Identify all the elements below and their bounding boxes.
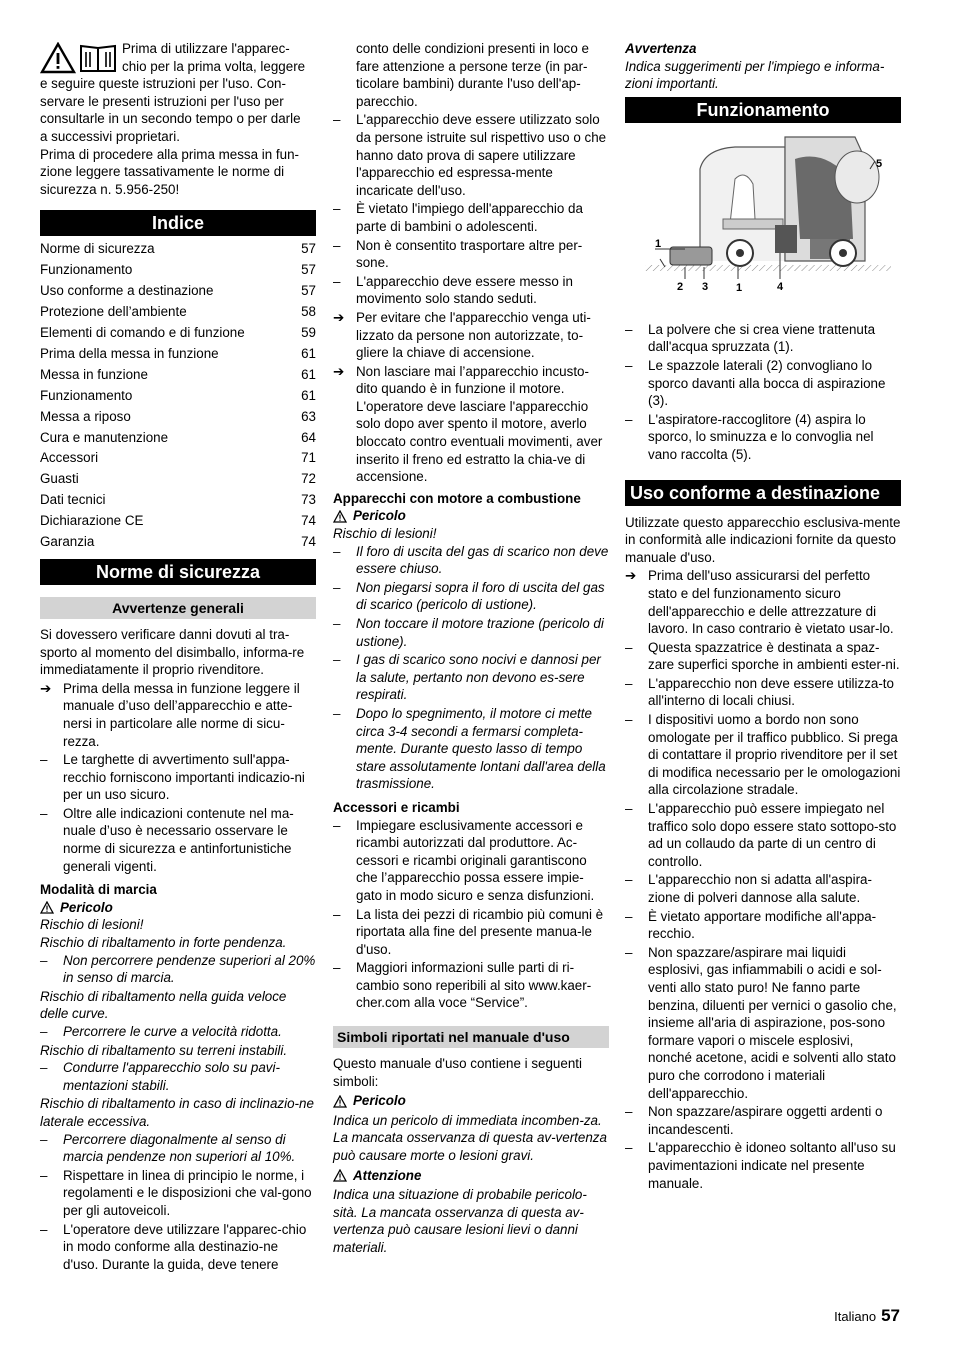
list-item-text: Non piegarsi sopra il foro di uscita del gas di scarico (pericolo di ustione). bbox=[356, 579, 605, 613]
list-item bbox=[625, 711, 901, 799]
danger-symbol-text: Indica un pericolo di immediata incomben-za. La mancata osservanza di questa av-vertenza può causare morte o lesioni gravi. bbox=[333, 1112, 607, 1164]
note-text: Indica suggerimenti per l'impiego e informa-zioni importanti. bbox=[625, 58, 885, 92]
function-figure bbox=[625, 129, 901, 311]
list-marker: – bbox=[333, 237, 341, 253]
driving-rules-list bbox=[40, 1167, 316, 1274]
intro-line: chio per la prima volta, leggere bbox=[122, 58, 306, 74]
list-item bbox=[625, 639, 901, 674]
risk-text: Rischio di ribaltamento nella guida veloce delle curve. bbox=[40, 988, 287, 1022]
list-item-text: È vietato apportare modifiche all'appa-recchio. bbox=[648, 908, 877, 942]
caution-symbol bbox=[333, 1167, 609, 1185]
toc-page: 61 bbox=[301, 387, 316, 403]
list-marker: – bbox=[40, 1167, 48, 1183]
injury-risk-text: Rischio di lesioni! bbox=[333, 526, 437, 542]
list-item-text: Rispettare in linea di principio le norme, i regolamenti e le disposizioni che val-gono per gli autoveicoli. bbox=[63, 1167, 312, 1218]
list-item-text: Percorrere diagonalmente al senso di marcia pendenze non superiori al 10%. bbox=[63, 1131, 296, 1165]
list-item-text: Questa spazzatrice è destinata a spaz-zare superfici sporche in ambienti ester-ni. bbox=[648, 639, 900, 673]
list-item bbox=[333, 273, 609, 308]
toc-entry: Garanzia bbox=[40, 534, 95, 550]
manual-book-icon bbox=[78, 42, 118, 74]
toc-entry: Cura e manutenzione bbox=[40, 429, 169, 445]
warning-triangle-icon bbox=[40, 42, 76, 74]
list-item-text: La lista dei pezzi di ricambio più comuni è riportata alla fine del presente manua-le d'uso. bbox=[356, 906, 604, 957]
list-marker: – bbox=[625, 411, 633, 427]
list-marker: – bbox=[333, 616, 341, 631]
risk-text: Rischio di ribaltamento su terreni instabili. bbox=[40, 1042, 288, 1058]
toc-entry: Uso conforme a destinazione bbox=[40, 283, 214, 299]
warning-triangle-icon bbox=[333, 1169, 347, 1182]
list-marker: ➔ bbox=[40, 680, 52, 696]
danger-label: Pericolo bbox=[353, 508, 406, 524]
warning-triangle-icon bbox=[40, 901, 54, 914]
toc-entry: Funzionamento bbox=[40, 262, 133, 278]
list-marker: – bbox=[333, 705, 341, 721]
list-marker: ➔ bbox=[625, 568, 637, 584]
list-item bbox=[333, 543, 609, 578]
list-item bbox=[40, 1221, 316, 1274]
symbols-heading: Simboli riportati nel manuale d'uso bbox=[333, 1026, 609, 1048]
intro-line: a successivi proprietari. bbox=[40, 128, 180, 144]
list-marker: – bbox=[40, 1060, 48, 1076]
toc-row[interactable] bbox=[40, 344, 316, 365]
toc-page: 58 bbox=[301, 304, 316, 320]
intro-line: consultarle in un secondo tempo o per darle bbox=[40, 111, 301, 127]
combustion-risks-list bbox=[333, 543, 609, 793]
toc-row[interactable] bbox=[40, 239, 316, 260]
intro-line: zione leggere tassativamente le norme di bbox=[40, 164, 285, 180]
list-item bbox=[333, 579, 609, 614]
list-marker: ➔ bbox=[333, 363, 345, 379]
table-of-contents bbox=[40, 239, 316, 553]
intro-line: servare le presenti istruzioni per l'uso per bbox=[40, 93, 284, 109]
figure-label: 1 bbox=[736, 281, 743, 294]
list-item-text: Non percorrere pendenze superiori al 20% in senso di marcia. bbox=[63, 952, 316, 986]
list-item-text: Non toccare il motore trazione (pericolo di ustione). bbox=[356, 616, 604, 649]
list-item bbox=[625, 800, 901, 870]
toc-page: 61 bbox=[301, 366, 316, 382]
list-item bbox=[625, 1103, 901, 1138]
list-item-text: È vietato l'impiego dell'apparecchio da parte di bambini o adolescenti. bbox=[356, 201, 583, 234]
list-marker: – bbox=[40, 752, 48, 768]
page-footer bbox=[834, 1307, 900, 1326]
list-item-text: Oltre alle indicazioni contenute nel ma-nuale d’uso è necessario osservare le norme di sicurezza e antinfortunistiche generali vigenti. bbox=[63, 805, 294, 874]
list-item bbox=[333, 906, 609, 959]
toc-row[interactable] bbox=[40, 428, 316, 449]
column-1 bbox=[40, 40, 316, 1274]
list-item-text: La polvere che si crea viene trattenuta dall'acqua spruzzata (1). bbox=[648, 321, 876, 355]
list-item-text: Il foro di uscita del gas di scarico non deve essere chiuso. bbox=[356, 543, 609, 577]
toc-page: 57 bbox=[301, 262, 316, 278]
list-item bbox=[333, 40, 609, 110]
toc-entry: Dichiarazione CE bbox=[40, 513, 144, 529]
list-item bbox=[333, 309, 609, 362]
list-item-text: conto delle condizioni presenti in loco e fare attenzione a persone terze (in par-ticolare bambini) durante l'uso dell'ap-parecchio. bbox=[356, 41, 589, 109]
toc-entry: Norme di sicurezza bbox=[40, 241, 155, 257]
list-marker: – bbox=[333, 273, 341, 289]
list-marker: – bbox=[625, 908, 633, 924]
list-marker: – bbox=[40, 1221, 48, 1237]
warning-triangle-icon bbox=[333, 510, 347, 523]
sweeper-diagram bbox=[625, 129, 901, 311]
list-item-text: Le spazzole laterali (2) convogliano lo sporco davanti alla bocca di aspirazione (3). bbox=[648, 357, 886, 409]
list-marker: – bbox=[625, 1104, 633, 1120]
figure-label: 4 bbox=[777, 280, 784, 293]
toc-row[interactable] bbox=[40, 532, 316, 553]
list-item-text: Prima della messa in funzione leggere il manuale d’uso dell’apparecchio e atte-nersi in particolare alle norme di sicu-rezza. bbox=[63, 680, 300, 749]
function-heading: Funzionamento bbox=[625, 97, 901, 123]
list-item-text: I gas di scarico sono nocivi e dannosi per la salute, pertanto non devono es-sere respirati. bbox=[356, 652, 601, 703]
list-item bbox=[333, 705, 609, 793]
list-marker: ➔ bbox=[333, 309, 345, 325]
list-item-text: L'apparecchio deve essere messo in movimento solo stando seduti. bbox=[356, 273, 573, 307]
list-item bbox=[40, 952, 316, 987]
toc-entry: Accessori bbox=[40, 450, 99, 466]
page-number: 57 bbox=[881, 1306, 900, 1325]
intro-block bbox=[40, 40, 316, 198]
general-warnings-text: Si dovessero verificare danni dovuti al tra-sporto al momento del disimballo, informa-re immediatamente il proprio rivenditore. bbox=[40, 626, 305, 678]
toc-entry: Messa in funzione bbox=[40, 366, 148, 382]
list-item bbox=[625, 944, 901, 1102]
list-item bbox=[333, 959, 609, 1012]
index-heading: Indice bbox=[40, 210, 316, 236]
list-item bbox=[625, 1139, 901, 1192]
list-item bbox=[625, 321, 901, 356]
list-item bbox=[40, 1059, 316, 1094]
danger-symbol bbox=[333, 1092, 609, 1110]
toc-row[interactable] bbox=[40, 407, 316, 428]
driving-heading: Modalità di marcia bbox=[40, 882, 157, 898]
list-item-text: Percorrere le curve a velocità ridotta. bbox=[63, 1024, 282, 1039]
list-marker: – bbox=[625, 944, 633, 960]
accessories-list bbox=[333, 817, 609, 1013]
toc-row[interactable] bbox=[40, 302, 316, 323]
intro-line: Prima di utilizzare l'apparec- bbox=[122, 41, 290, 56]
list-item bbox=[40, 1167, 316, 1220]
list-marker: – bbox=[333, 201, 341, 217]
list-marker: – bbox=[625, 639, 633, 655]
warning-manual-icons bbox=[40, 42, 118, 74]
list-marker: – bbox=[625, 712, 633, 728]
list-item-text: Dopo lo spegnimento, il motore ci mette circa 3-4 secondi a fermarsi completa-mente. Durante questo lasso di tempo stare assolutamente lontani dall'area della trasmissione. bbox=[356, 705, 606, 792]
list-item bbox=[625, 675, 901, 710]
list-item bbox=[625, 357, 901, 410]
toc-row[interactable] bbox=[40, 365, 316, 386]
list-item-text: L'apparecchio non si adatta all'aspira-zione di polveri dannose alla salute. bbox=[648, 872, 872, 905]
list-item bbox=[333, 817, 609, 905]
toc-row[interactable] bbox=[40, 469, 316, 490]
danger-symbol-label: Pericolo bbox=[353, 1093, 406, 1109]
toc-page: 63 bbox=[301, 408, 316, 424]
list-marker: – bbox=[625, 675, 633, 691]
list-item bbox=[40, 1023, 316, 1041]
list-item-text: L'operatore deve utilizzare l'apparec-chio in modo conforme alla destinazio-ne d'uso. Durante la guida, deve tenere bbox=[63, 1221, 307, 1272]
list-marker: – bbox=[333, 543, 341, 559]
list-item-text: Condurre l'apparecchio solo su pavi-mentazioni stabili. bbox=[63, 1060, 280, 1093]
toc-row[interactable] bbox=[40, 448, 316, 469]
list-marker: – bbox=[333, 960, 341, 976]
toc-page: 72 bbox=[301, 471, 316, 487]
list-marker: – bbox=[333, 579, 341, 595]
toc-page: 57 bbox=[301, 283, 316, 299]
list-item bbox=[625, 411, 901, 464]
intro-line: Prima di procedere alla prima messa in fun- bbox=[40, 146, 299, 162]
list-marker: – bbox=[40, 1024, 48, 1039]
figure-label: 1 bbox=[655, 237, 662, 250]
caution-symbol-label: Attenzione bbox=[353, 1167, 422, 1183]
list-item-text: Non lasciare mai l’apparecchio incusto-dito quando è in funzione il motore. L'operatore deve lasciare l'apparecchio solo dopo aver spento il motore, averlo bloccato contro eventuali movimenti, aver inserito il freno ed estratto la chia-ve di accensione. bbox=[356, 363, 603, 485]
column-3 bbox=[625, 40, 901, 1193]
function-list bbox=[625, 321, 901, 464]
list-item-text: L'aspiratore-raccoglitore (4) aspira lo sporco, lo sminuzza e lo convoglia nel vano raccolta (5). bbox=[648, 411, 874, 462]
list-marker: – bbox=[333, 112, 341, 128]
list-item bbox=[333, 651, 609, 704]
list-item-text: L'apparecchio deve essere utilizzato solo da persone istruite sul rispettivo uso o che hanno dato prova di sapere utilizzare l'apparecchio ed espressa-mente incaricate dell'uso. bbox=[356, 112, 607, 198]
list-marker: – bbox=[333, 652, 341, 668]
list-marker: – bbox=[625, 357, 633, 373]
toc-row[interactable] bbox=[40, 490, 316, 511]
list-marker: – bbox=[40, 1131, 48, 1147]
list-marker: – bbox=[625, 801, 633, 817]
toc-entry: Prima della messa in funzione bbox=[40, 345, 219, 361]
general-warnings-list bbox=[40, 680, 316, 876]
symbols-text: Questo manuale d'uso contiene i seguenti simboli: bbox=[333, 1056, 582, 1089]
list-item-text: Per evitare che l'apparecchio venga uti-lizzato da persone non autorizzate, to-gliere la chiave di accensione. bbox=[356, 309, 591, 361]
list-marker: – bbox=[625, 872, 633, 888]
toc-page: 61 bbox=[301, 345, 316, 361]
warning-triangle-icon bbox=[333, 1095, 347, 1108]
list-marker: – bbox=[625, 321, 633, 337]
toc-page: 57 bbox=[301, 241, 316, 257]
safety-heading: Norme di sicurezza bbox=[40, 559, 316, 585]
list-item bbox=[40, 805, 316, 875]
danger-label: Pericolo bbox=[60, 899, 113, 915]
list-marker: – bbox=[333, 906, 341, 922]
list-item-text: Prima dell'uso assicurarsi del perfetto stato e del funzionamento sicuro dell'apparecchio e delle attrezzature di lavoro. In caso contrario è vietato usar-lo. bbox=[648, 568, 894, 637]
toc-entry: Funzionamento bbox=[40, 387, 133, 403]
list-marker: – bbox=[333, 817, 341, 833]
list-item-text: Non spazzare/aspirare oggetti ardenti o incandescenti. bbox=[648, 1104, 883, 1137]
toc-entry: Guasti bbox=[40, 471, 79, 487]
intended-use-text: Utilizzate questo apparecchio esclusiva-mente in conformità alle indicazioni fornite da questo manuale d'uso. bbox=[625, 514, 901, 565]
toc-page: 71 bbox=[301, 450, 316, 466]
toc-entry: Elementi di comando e di funzione bbox=[40, 324, 245, 340]
toc-page: 59 bbox=[301, 324, 316, 340]
danger-warning bbox=[40, 899, 316, 917]
accessories-heading: Accessori e ricambi bbox=[333, 799, 460, 815]
toc-row[interactable] bbox=[40, 511, 316, 532]
intro-line: e seguire queste istruzioni per l'uso. Con- bbox=[40, 76, 286, 92]
list-item-text: L'apparecchio non deve essere utilizza-to all'interno di locali chiusi. bbox=[648, 675, 894, 709]
caution-symbol-text: Indica una situazione di probabile pericolo-sità. La mancata osservanza di questa av-vertenza può causare lesioni lievi o danni materiali. bbox=[333, 1187, 587, 1255]
list-item-text: L'apparecchio è idoneo soltanto all'uso su pavimentazioni indicate nel presente manuale. bbox=[648, 1140, 896, 1191]
list-item bbox=[40, 1131, 316, 1166]
toc-row[interactable] bbox=[40, 260, 316, 281]
list-item-text: L'apparecchio può essere impiegato nel traffico solo dopo essere stato sottopo-sto ad un collaudo da parte di un centro di controllo. bbox=[648, 801, 897, 869]
list-item-text: I dispositivi uomo a bordo non sono omologate per il traffico pubblico. Si prega di contattare il proprio rivenditore per il set di modifica necessario per le omologazioni alla circolazione stradale. bbox=[648, 712, 901, 798]
toc-page: 73 bbox=[301, 492, 316, 508]
general-warnings-heading: Avvertenze generali bbox=[40, 597, 316, 619]
intended-use-heading: Uso conforme a destinazione bbox=[625, 480, 901, 506]
toc-page: 64 bbox=[301, 429, 316, 445]
list-item bbox=[40, 680, 316, 750]
list-item bbox=[40, 751, 316, 804]
language-label: Italiano bbox=[834, 1309, 877, 1324]
figure-label: 2 bbox=[677, 280, 684, 293]
list-item bbox=[625, 871, 901, 906]
toc-row[interactable] bbox=[40, 281, 316, 302]
list-item-text: Maggiori informazioni sulle parti di ri-cambio sono reperibili al sito www.kaer-cher.com alla voce “Service”. bbox=[356, 960, 592, 1011]
list-item bbox=[625, 567, 901, 637]
driving-risks-list bbox=[40, 916, 316, 1165]
list-item bbox=[333, 200, 609, 235]
toc-page: 74 bbox=[301, 534, 316, 550]
list-marker: – bbox=[40, 952, 48, 968]
toc-row[interactable] bbox=[40, 386, 316, 407]
list-item bbox=[333, 615, 609, 650]
list-item-text: Non è consentito trasportare altre per-sone. bbox=[356, 237, 583, 271]
intro-line: sicurezza n. 5.956-250! bbox=[40, 181, 180, 197]
list-marker: – bbox=[40, 805, 48, 821]
figure-label: 3 bbox=[702, 280, 709, 293]
toc-row[interactable] bbox=[40, 323, 316, 344]
column-2 bbox=[333, 40, 609, 1258]
list-item bbox=[333, 111, 609, 199]
list-item-text: Impiegare esclusivamente accessori e ricambi autorizzati dal produttore. Ac-cessori e ricambi originali garantiscono che l’apparecchio possa essere impie-gato in modo sicuro e senza disfunzioni. bbox=[356, 817, 595, 903]
figure-label: 5 bbox=[876, 157, 883, 170]
risk-text: Rischio di ribaltamento in forte pendenza. bbox=[40, 935, 287, 951]
usage-rules-list bbox=[333, 111, 609, 485]
danger-warning bbox=[333, 507, 609, 525]
intended-use-list bbox=[625, 567, 901, 1192]
list-item bbox=[333, 363, 609, 486]
risk-text: Rischio di lesioni! bbox=[40, 917, 144, 933]
risk-text: Rischio di ribaltamento in caso di inclinazio-ne laterale eccessiva. bbox=[40, 1096, 314, 1129]
list-marker: – bbox=[625, 1140, 633, 1156]
toc-entry: Protezione dell’ambiente bbox=[40, 304, 187, 320]
combustion-heading: Apparecchi con motore a combustione bbox=[333, 490, 581, 506]
note-label: Avvertenza bbox=[625, 41, 697, 56]
list-item bbox=[333, 237, 609, 272]
toc-entry: Dati tecnici bbox=[40, 492, 106, 508]
list-item-text: Le targhette di avvertimento sull'appa-recchio forniscono importanti indicazio-ni per un uso sicuro. bbox=[63, 752, 305, 803]
list-item-text: Non spazzare/aspirare mai liquidi esplosivi, gas infiammabili o acidi e sol-venti allo stato puro! Ne fanno parte benzina, diluenti per vernici o gasolio che, insieme all'aria di aspirazione, pos-sono formare vapori o miscele esplosivi, nonché acetone, acidi e solventi allo stato puro che corrodono i materiali dell'apparecchio. bbox=[648, 944, 897, 1101]
toc-entry: Messa a riposo bbox=[40, 408, 131, 424]
toc-page: 74 bbox=[301, 513, 316, 529]
list-item bbox=[625, 908, 901, 943]
